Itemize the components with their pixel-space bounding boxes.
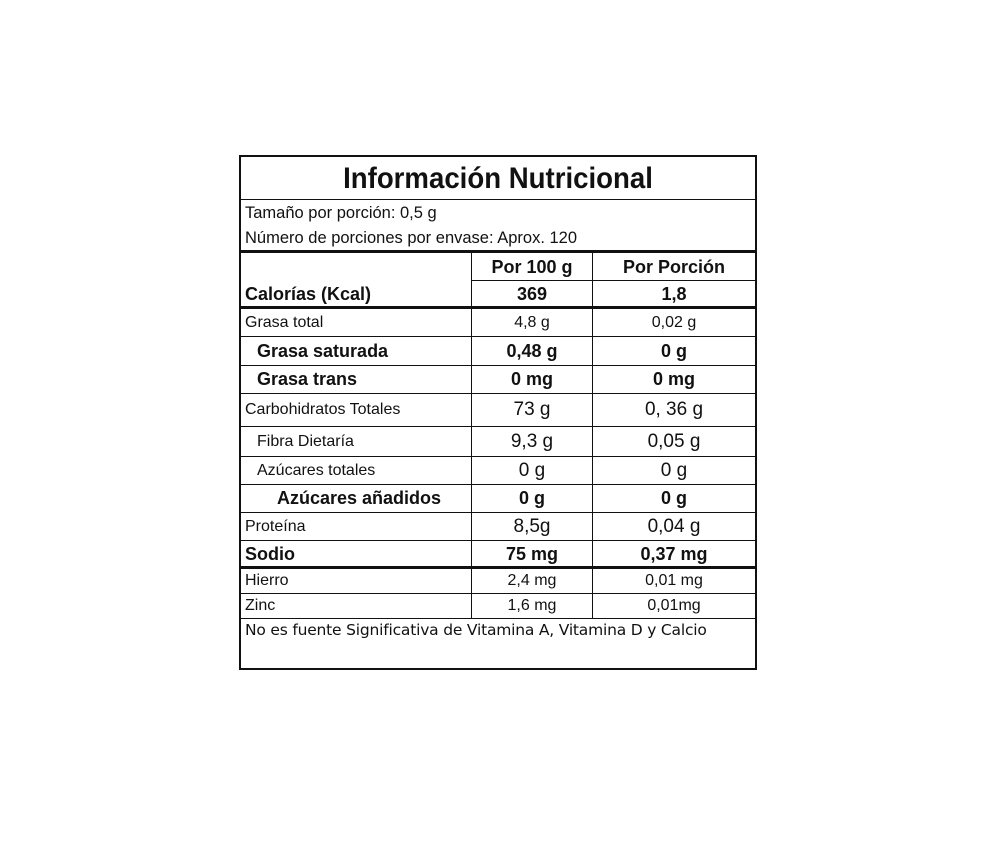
table-row [241,394,755,426]
table-row [241,457,755,484]
value-per-100g: 73 g [513,399,551,420]
value-per-100g: 0 g [518,459,546,481]
table-row [241,427,755,456]
value-per-portion: 0,37 mg [640,543,708,564]
value-per-portion: 0,01mg [647,597,701,614]
table-row [241,366,755,393]
value-per-portion: 0 g [660,340,687,361]
nutrient-name: Grasa saturada [257,340,389,361]
value-per-portion: 1,8 [661,283,687,304]
nutrient-name: Sodio [245,543,295,564]
column-header-per-portion: Por Porción [622,256,725,277]
nutrient-name: Calorías (Kcal) [245,283,372,304]
table-row [241,337,755,365]
value-per-portion: 0, 36 g [644,399,704,420]
nutrient-name: Carbohidratos Totales [245,401,401,418]
value-per-100g: 0 g [518,488,545,508]
footnote: No es fuente Significativa de Vitamina A, Vitamina D y Calcio [245,621,707,639]
label-title: Información Nutricional [343,162,653,195]
nutrient-name: Fibra Dietaría [257,432,354,450]
divider [241,618,755,619]
table-row [241,513,755,540]
value-per-portion: 0,05 g [647,430,701,452]
table-row [241,541,755,567]
value-per-portion: 0 g [660,488,687,508]
value-per-100g: 0 mg [510,369,553,389]
nutrient-name: Grasa trans [257,369,358,389]
value-per-100g: 1,6 mg [507,597,557,614]
serving-size: Tamaño por porción: 0,5 g [245,204,437,222]
table-row [241,569,755,593]
value-per-portion: 0,04 g [647,515,701,537]
nutrient-name: Proteína [245,517,306,535]
value-per-100g: 75 mg [505,543,559,564]
value-per-100g: 0,48 g [506,340,558,361]
column-header-row [241,253,755,281]
divider [241,199,755,200]
nutrition-label [239,155,757,670]
nutrient-name: Azúcares añadidos [277,488,442,508]
value-per-100g: 8,5g [513,515,551,537]
servings-per-container: Número de porciones por envase: Aprox. 120 [245,229,578,247]
value-per-portion: 0,02 g [651,313,697,331]
nutrient-name: Grasa total [245,313,324,331]
column-header-per-100g: Por 100 g [491,256,573,277]
nutrient-name: Azúcares totales [257,461,376,479]
table-row [241,309,755,336]
value-per-100g: 2,4 mg [507,572,557,589]
table-row [241,485,755,512]
table-row [241,281,755,307]
table-row [241,594,755,618]
value-per-100g: 369 [516,283,548,304]
value-per-100g: 9,3 g [510,430,554,452]
nutrient-name: Hierro [245,572,289,589]
nutrient-name: Zinc [245,597,276,614]
value-per-100g: 4,8 g [514,313,550,331]
value-per-portion: 0 mg [652,369,695,389]
value-per-portion: 0 g [660,459,688,481]
value-per-portion: 0,01 mg [645,572,703,589]
